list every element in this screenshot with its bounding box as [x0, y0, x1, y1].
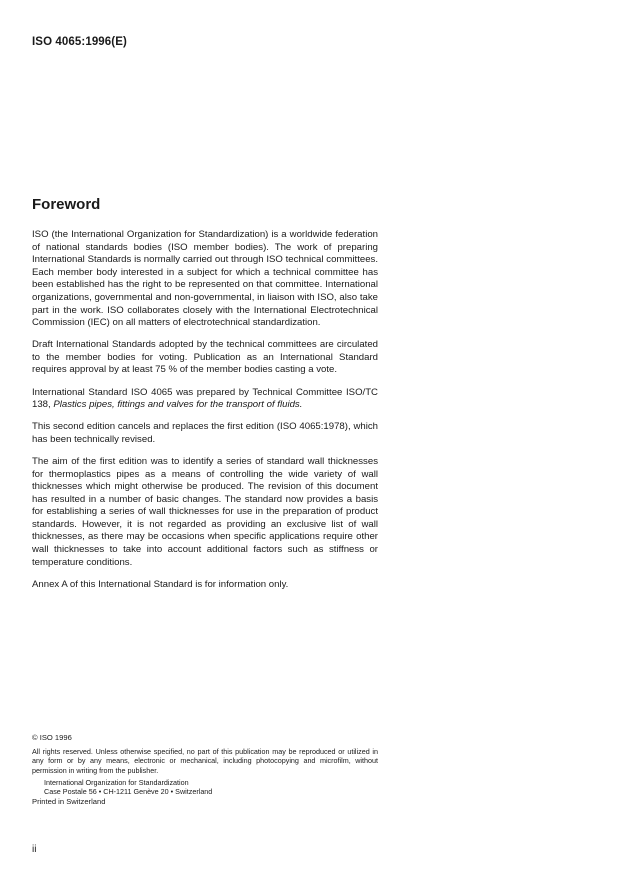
- copyright-block: [32, 733, 378, 806]
- foreword-body: [32, 229, 378, 601]
- publisher-name: International Organization for Standardization: [44, 777, 189, 787]
- foreword-paragraph-1: ISO (the International Organization for Standardization) is a worldwide federation of national standards bodies (ISO member bodies). The work of preparing International Standards is normally carried out through ISO technical committees. Each member body interested in a subject for which a technical committee has been established has the right to be represented on that committee. International organizations, governmental and non-governmental, in liaison with ISO, also take part in the work. ISO collaborates closely with the International Electrotechnical Commission (IEC) on all matters of electrotechnical standardization.: [32, 229, 378, 329]
- foreword-paragraph-2: Draft International Standards adopted by the technical committees are circulated to the member bodies for voting. Publication as an International Standard requires approval by at least 75 % of the member bodies casting a vote.: [32, 339, 378, 376]
- standard-code-header: ISO 4065:1996(E): [32, 36, 127, 48]
- foreword-title: Foreword: [32, 196, 101, 213]
- rights-statement: All rights reserved. Unless otherwise specified, no part of this publication may be reproduced or utilized in any form or by any means, electronic or mechanical, including photocopying and microfilm, without permission in writing from the publisher.: [32, 747, 378, 775]
- foreword-paragraph-6: Annex A of this International Standard is for information only.: [32, 578, 289, 590]
- foreword-paragraph-5: The aim of the first edition was to identify a series of standard wall thicknesses for thermoplastics pipes as a means of controlling the wide variety of wall thicknesses which might otherwise be produced. The revision of this document has resulted in a number of basic changes. The standard now provides a basis for establishing a series of wall thicknesses for use in the preparation of product standards. However, it is not regarded as providing an exclusive list of wall thicknesses, as there may be occasions when specific applications require other wall thicknesses to take into account additional factors such as stiffness or temperature conditions.: [32, 455, 378, 568]
- foreword-paragraph-4: This second edition cancels and replaces the first edition (ISO 4065:1978), which has been technically revised.: [32, 421, 378, 445]
- publisher-address: [44, 778, 378, 796]
- committee-title-italic: Plastics pipes, fittings and valves for the transport of fluids.: [53, 399, 303, 411]
- foreword-paragraph-3: [32, 387, 378, 412]
- copyright-notice: © ISO 1996: [32, 733, 72, 742]
- publisher-postal-address: Case Postale 56 • CH-1211 Genève 20 • Switzerland: [44, 787, 213, 797]
- committee-text: International Standard ISO 4065 was prepared by Technical Committee ISO/TC 138,: [32, 386, 378, 411]
- printed-location: Printed in Switzerland: [32, 797, 106, 807]
- page-number: ii: [32, 844, 37, 855]
